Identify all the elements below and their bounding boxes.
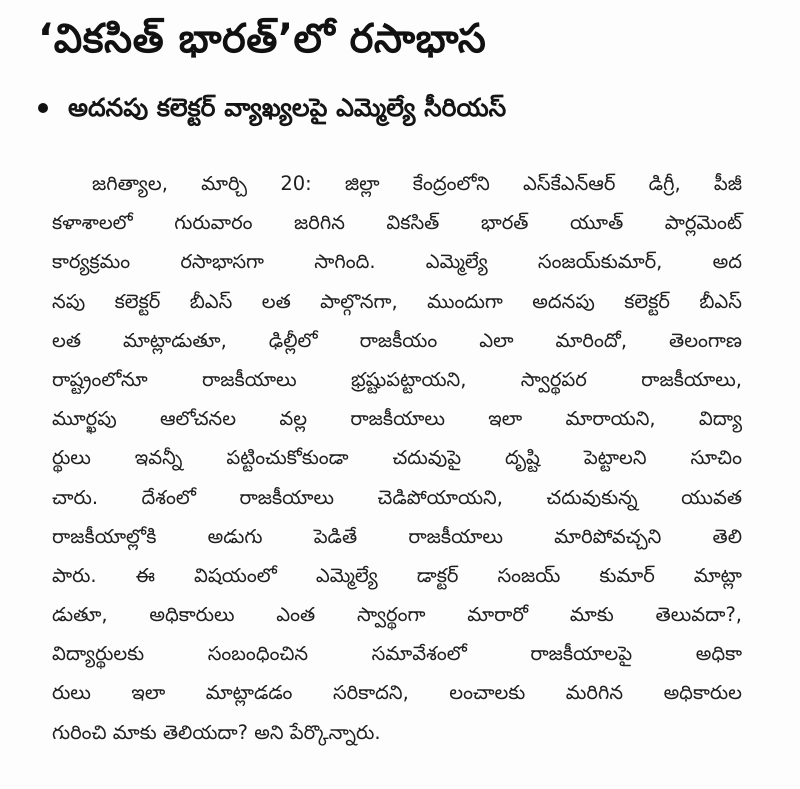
subheadline: అదనపు కలెక్టర్ వ్యాఖ్యలపై ఎమ్మెల్యే సీరియస్ [68,93,507,122]
article-body [52,164,742,752]
body-line: మూర్ఖపు ఆలోచనల వల్ల రాజకీయాలు ఇలా మారాయని, విద్యా [52,407,742,431]
body-line: లత మాట్లాడుతూ, ఢిల్లీలో రాజకీయం ఎలా మారిందో, తెలంగాణ [52,328,742,352]
body-line: రాష్ట్రంలోనూ రాజకీయాలు భ్రష్టుపట్టాయని, స్వార్థపర రాజకీయాలు, [52,367,742,391]
headline: ‘వికసిత్ భారత్’లో రసాభాస [38,16,487,62]
body-line: కళాశాలలో గురువారం జరిగిన వికసిత్ భారత్ యూత్ పార్లమెంట్ [52,211,742,235]
body-line: చారు. దేశంలో రాజకీయాలు చెడిపోయాయని, చదువుకున్న యువత [52,485,742,509]
body-line: రాజకీయాల్లోకి అడుగు పెడితే రాజకీయాలు మారిపోవచ్చని తెలి [52,524,742,548]
body-line: విద్యార్థులకు సంబంధించిన సమావేశంలో రాజకీయాలపై అధికా [52,642,742,666]
body-line: డుతూ, అధికారులు ఎంత స్వార్థంగా మారారో మాకు తెలువదా?, [52,603,742,627]
body-line: రులు ఇలా మాట్లాడడం సరికాదని, లంచాలకు మరిగిన అధికారుల [52,681,742,705]
body-line: గురించి మాకు తెలియదా? అని పేర్కొన్నారు. [52,720,381,744]
body-line: పారు. ఈ విషయంలో ఎమ్మెల్యే డాక్టర్ సంజయ్ కుమార్ మాట్లా [52,563,742,587]
body-line: జగిత్యాల, మార్చి 20: జిల్లా కేంద్రంలోని ఎస్‌కేఎన్‌ఆర్ డిగ్రీ, పీజీ [92,172,742,195]
body-line: కార్యక్రమం రసాభాసగా సాగింది. ఎమ్మెల్యే సంజయ్‌కుమార్, అద [52,250,742,274]
body-line: నపు కలెక్టర్ బీఎస్ లత పాల్గొనగా, ముందుగా అదనపు కలెక్టర్ బీఎస్ [52,289,742,313]
subheadline-row [38,86,506,130]
bullet-icon [38,103,48,113]
body-line: ర్థులు ఇవన్నీ పట్టించుకోకుండా చదువుపై దృష్టి పెట్టాలని సూచిం [52,446,742,470]
